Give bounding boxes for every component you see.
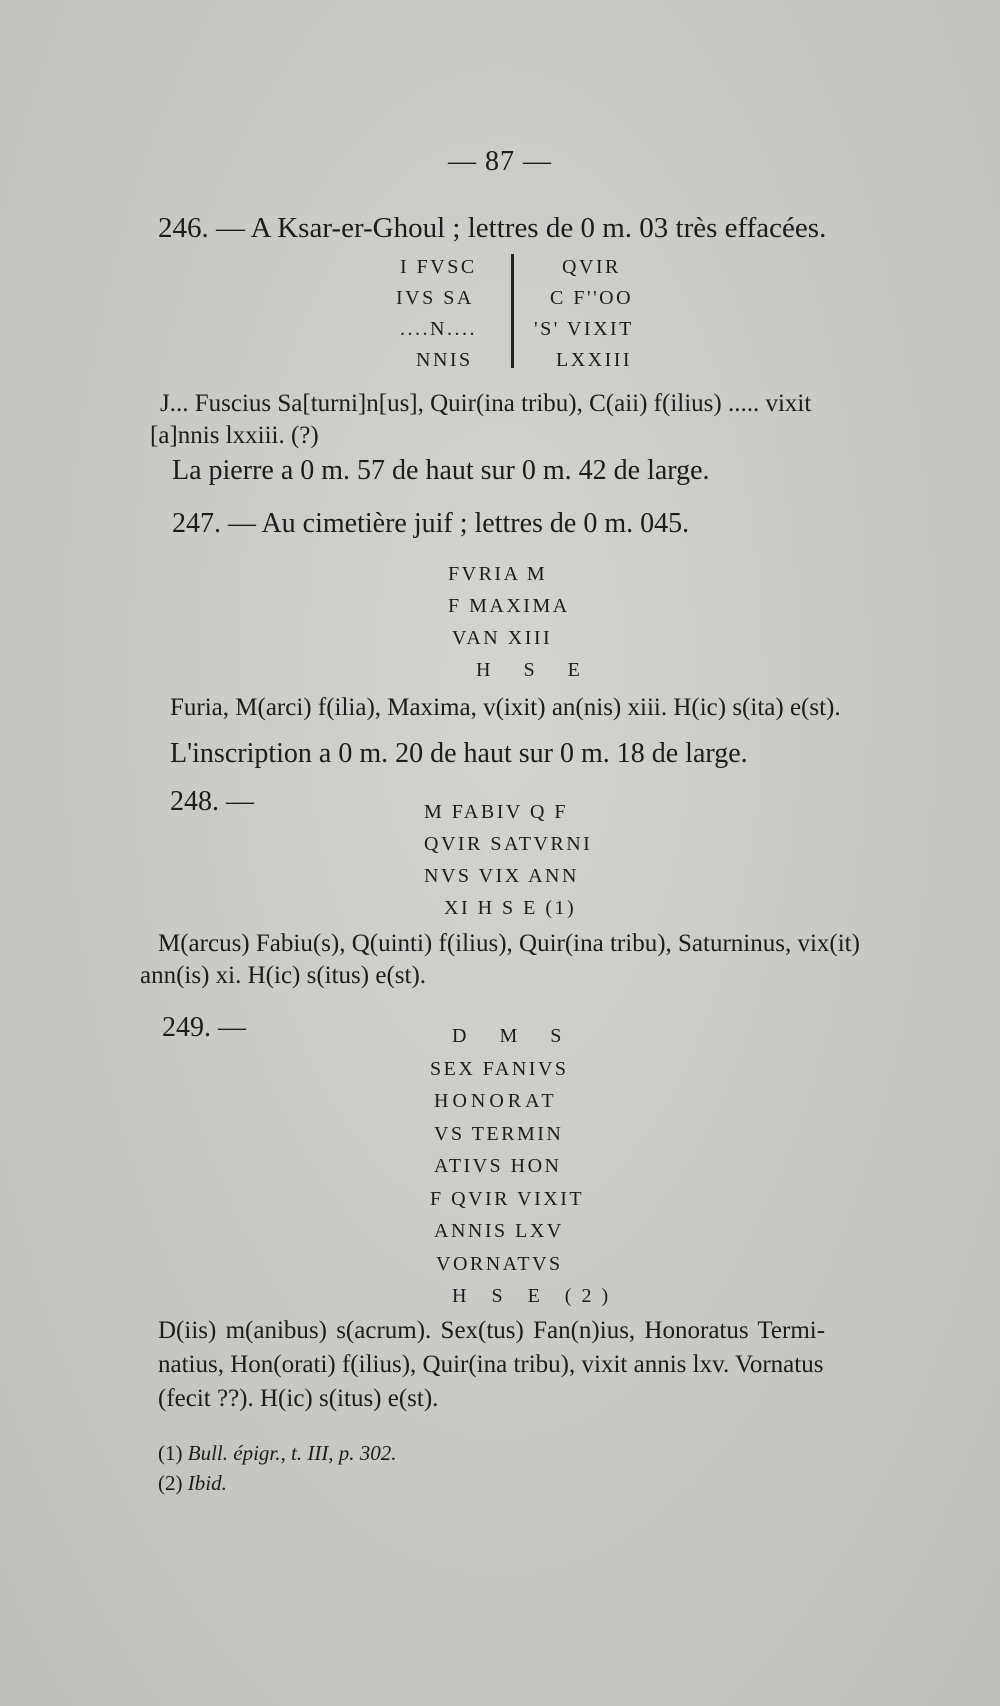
inscription-line: ....N.... xyxy=(400,318,477,340)
entry-249-inscription xyxy=(430,1020,618,1313)
footnote-mark: (2) xyxy=(158,1471,183,1495)
inscription-line: VORNATVS xyxy=(436,1252,563,1275)
entry-246-inscription-right xyxy=(532,252,634,376)
reading-line: J... Fuscius Sa[turni]n[us], Quir(ina tribu), C(aii) f(ilius) ..... vixit xyxy=(160,390,812,417)
entry-246-heading: 246. — A Ksar-er-Ghoul ; lettres de 0 m. 03 très effacées. xyxy=(158,212,827,244)
entry-247-heading: 247. — Au cimetière juif ; lettres de 0 m. 045. xyxy=(172,508,690,539)
reading-line: M(arcus) Fabiu(s), Q(uinti) f(ilius), Quir(ina tribu), Saturninus, vix(it) xyxy=(158,930,860,957)
inscription-line: VS TERMIN xyxy=(434,1122,564,1145)
inscription-line: LXXIII xyxy=(556,349,633,371)
inscription-line: ANNIS LXV xyxy=(434,1220,564,1242)
inscription-line: QVIR SATVRNI xyxy=(424,833,593,855)
inscription-line: NVS VIX ANN xyxy=(424,865,579,887)
page-number: — 87 — xyxy=(448,146,552,177)
inscription-line: XI H S E (1) xyxy=(444,897,577,919)
inscription-line: QVIR xyxy=(562,256,621,278)
reading-line: (fecit ??). H(ic) s(itus) e(st). xyxy=(158,1385,439,1412)
footnote-mark: (1) xyxy=(158,1441,183,1465)
inscription-line: HONORAT xyxy=(434,1090,558,1112)
entry-248-inscription xyxy=(424,796,592,924)
entry-249-number: 249. — xyxy=(162,1012,246,1043)
entry-247-reading: Furia, M(arci) f(ilia), Maxima, v(ixit) an(nis) xiii. H(ic) s(ita) e(st). xyxy=(170,694,841,721)
inscription-line: I FVSC xyxy=(400,256,477,278)
footnotes xyxy=(158,1438,397,1498)
entry-249-reading xyxy=(158,1314,825,1416)
inscription-line: IVS SA xyxy=(396,287,474,309)
inscription-line: C F''OO xyxy=(550,287,634,309)
inscription-line: NNIS xyxy=(416,349,473,371)
entry-247-inscription xyxy=(448,558,594,686)
inscription-line: H S E (2) xyxy=(452,1285,619,1307)
inscription-line: 'S' VIXIT xyxy=(534,318,634,340)
reading-line: D(iis) m(anibus) s(acrum). Sex(tus) Fan(n)ius, Honoratus Termi- xyxy=(158,1317,826,1344)
footnote-text: Bull. épigr., t. III, p. 302. xyxy=(187,1441,397,1465)
entry-246-inscription-left xyxy=(372,252,477,376)
inscription-line: F QVIR VIXIT xyxy=(430,1187,585,1210)
reading-line: natius, Hon(orati) f(ilius), Quir(ina tribu), vixit annis lxv. Vornatus xyxy=(158,1351,824,1378)
entry-248-reading xyxy=(140,928,860,992)
inscription-line: VAN XIII xyxy=(452,627,553,649)
footnote xyxy=(158,1438,397,1468)
inscription-line: H S E xyxy=(476,659,594,681)
footnote xyxy=(158,1468,397,1498)
inscription-line: FVRIA M xyxy=(448,563,548,585)
entry-246-reading xyxy=(150,388,811,452)
inscription-line: F MAXIMA xyxy=(448,595,570,617)
reading-line: ann(is) xi. H(ic) s(itus) e(st). xyxy=(140,962,427,989)
reading-line: [a]nnis lxxiii. (?) xyxy=(150,422,319,449)
column-divider xyxy=(511,254,514,368)
inscription-line: SEX FANIVS xyxy=(430,1057,569,1080)
inscription-line: M FABIV Q F xyxy=(424,801,569,823)
inscription-line: D M S xyxy=(452,1025,576,1047)
entry-247-note: L'inscription a 0 m. 20 de haut sur 0 m. 18 de large. xyxy=(170,738,748,769)
entry-248-number: 248. — xyxy=(170,786,254,817)
entry-246-note: La pierre a 0 m. 57 de haut sur 0 m. 42 de large. xyxy=(172,455,710,486)
footnote-text: Ibid. xyxy=(187,1471,227,1495)
inscription-line: ATIVS HON xyxy=(434,1155,562,1177)
